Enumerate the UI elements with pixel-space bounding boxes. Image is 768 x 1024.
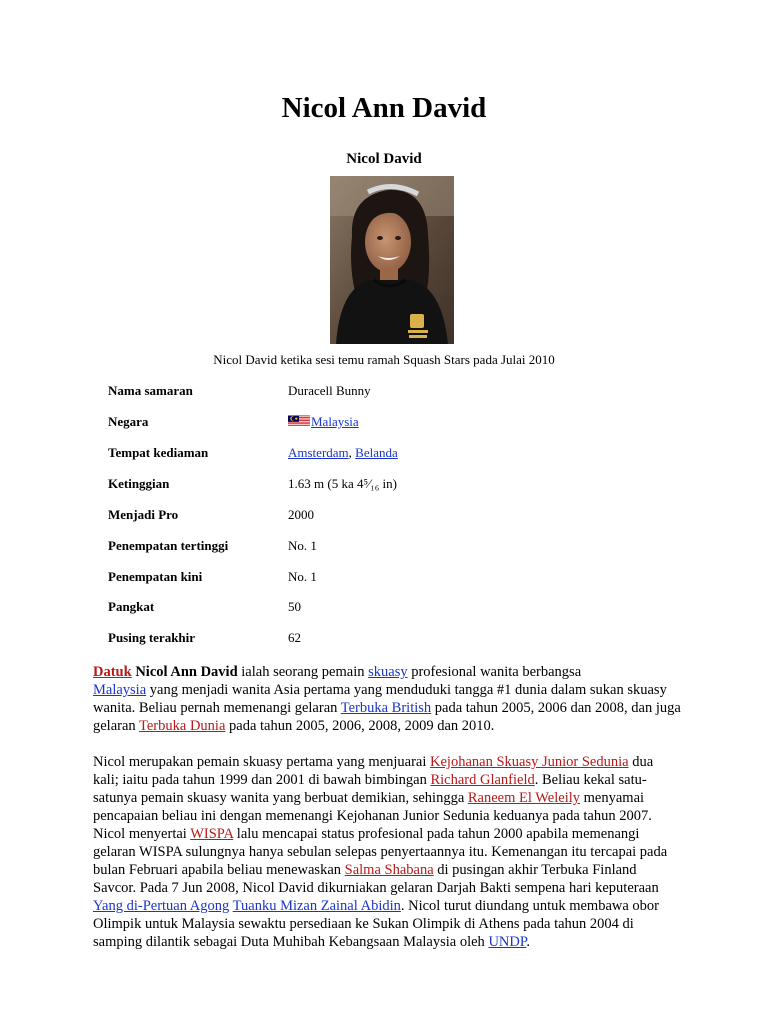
- infobox-row-nickname: [108, 383, 528, 403]
- paragraph-text: dua kali; iaitu pada tahun 1999 dan 2001 di bawah bimbingan: [93, 754, 654, 788]
- infobox-label: Penempatan tertinggi: [108, 538, 229, 553]
- paragraph-text: di pusingan akhir Terbuka Finland Savcor. Pada 7 Jun 2008, Nicol David dikurniakan gelaran Darjah Bakti sempena hari keputeraan: [93, 862, 659, 896]
- paragraph-text: . Beliau kekal satu-satunya pemain skuasy wanita yang berbuat demikian, sehingga: [93, 772, 647, 806]
- infobox-title: Nicol David: [346, 151, 422, 167]
- infobox-value: Duracell Bunny: [288, 383, 371, 398]
- infobox-row-last-round: [108, 630, 528, 650]
- infobox-row-turned-pro: [108, 507, 528, 527]
- infobox-value: [288, 445, 398, 461]
- infobox-row-residence: [108, 445, 528, 465]
- infobox-row-highest-ranking: [108, 538, 528, 558]
- infobox-value: [288, 414, 359, 430]
- infobox-label: Negara: [108, 414, 149, 429]
- link-salma-shabana[interactable]: Salma Shabana: [344, 862, 434, 878]
- infobox-label: Ketinggian: [108, 476, 170, 491]
- paragraph-text: yang menjadi wanita Asia pertama yang menduduki tangga #1 dunia dalam sukan skuasy wanita. Beliau pernah memenangi gelaran: [93, 682, 667, 716]
- paragraph-intro: [93, 663, 681, 735]
- infobox-value: No. 1: [288, 569, 317, 584]
- paragraph-text: profesional wanita berbangsa: [407, 664, 582, 680]
- link-raneem-el-weleily[interactable]: Raneem El Weleily: [467, 790, 581, 806]
- infobox-row-height: [108, 476, 528, 496]
- link-skuasy[interactable]: skuasy: [368, 664, 408, 680]
- link-datuk[interactable]: Datuk: [93, 664, 132, 680]
- link-undp[interactable]: UNDP: [488, 934, 527, 950]
- link-belanda[interactable]: Belanda: [355, 445, 398, 460]
- infobox-label: Menjadi Pro: [108, 507, 179, 522]
- paragraph-text: . Nicol turut diundang untuk membawa obor Olimpik untuk Malaysia sewaktu persediaan ke Sukan Olimpik di Athens pada tahun 2004 di samping dilantik sebagai Duta Muhibah Kebangsaan Malaysia oleh: [93, 898, 660, 950]
- infobox-row-rank: [108, 599, 528, 619]
- infobox-label: Nama samaran: [108, 383, 193, 398]
- paragraph-text: pada tahun 2005, 2006, 2008, 2009 dan 2010.: [225, 718, 495, 734]
- infobox-value: 62: [288, 630, 301, 645]
- infobox-label: Penempatan kini: [108, 569, 203, 584]
- link-malaysia[interactable]: Malaysia: [93, 682, 147, 698]
- infobox-label: Pusing terakhir: [108, 630, 196, 645]
- link-richard-glanfield[interactable]: Richard Glanfield: [430, 772, 535, 788]
- separator-text: ,: [348, 445, 356, 460]
- paragraph-text: ialah seorang pemain: [237, 664, 369, 680]
- link-kejohanan-skuasy-junior-sedunia[interactable]: Kejohanan Skuasy Junior Sedunia: [430, 754, 629, 770]
- paragraph-text: lalu mencapai status profesional pada tahun 2000 apabila memenangi gelaran WISPA sulungnya hanya sebulan selepas penyertaannya itu. Kemenangan itu tercapai pada bulan Februari apabila beliau menewaskan: [93, 826, 668, 878]
- link-malaysia-country[interactable]: Malaysia: [311, 414, 359, 429]
- paragraph-text: Nicol merupakan pemain skuasy pertama yang menjuarai: [93, 754, 431, 770]
- link-terbuka-dunia[interactable]: Terbuka Dunia: [139, 718, 226, 734]
- page-title: Nicol Ann David: [281, 92, 487, 124]
- paragraph-text: menyamai pencapaian beliau ini dengan memenangi Kejohanan Junior Sedunia keduanya pada tahun 2007. Nicol menyertai: [93, 790, 652, 842]
- link-amsterdam[interactable]: Amsterdam: [288, 445, 349, 460]
- paragraph-text: .: [526, 934, 530, 950]
- infobox-label: Tempat kediaman: [108, 445, 209, 460]
- infobox-row-current-ranking: [108, 569, 528, 589]
- subject-name: Nicol Ann David: [135, 664, 238, 680]
- infobox-row-country: [108, 414, 528, 434]
- photo-caption: Nicol David ketika sesi temu ramah Squash Stars pada Julai 2010: [213, 352, 555, 367]
- infobox-value: 1.63 m (5 ka 4⁵⁄₁₆ in): [288, 476, 397, 491]
- link-wispa[interactable]: WISPA: [190, 826, 234, 842]
- infobox-label: Pangkat: [108, 599, 155, 614]
- infobox-value: No. 1: [288, 538, 317, 553]
- link-tuanku-mizan-zainal-abidin[interactable]: Tuanku Mizan Zainal Abidin: [232, 898, 401, 914]
- link-yang-di-pertuan-agong[interactable]: Yang di-Pertuan Agong: [93, 898, 230, 914]
- paragraph-career: [93, 753, 681, 951]
- infobox-value: 2000: [288, 507, 314, 522]
- portrait-photo: [330, 176, 454, 344]
- infobox-value: 50: [288, 599, 301, 614]
- paragraph-text: pada tahun 2005, 2006 dan 2008, dan juga gelaran: [93, 700, 681, 734]
- link-terbuka-british[interactable]: Terbuka British: [340, 700, 432, 716]
- malaysia-flag-icon: [288, 415, 310, 427]
